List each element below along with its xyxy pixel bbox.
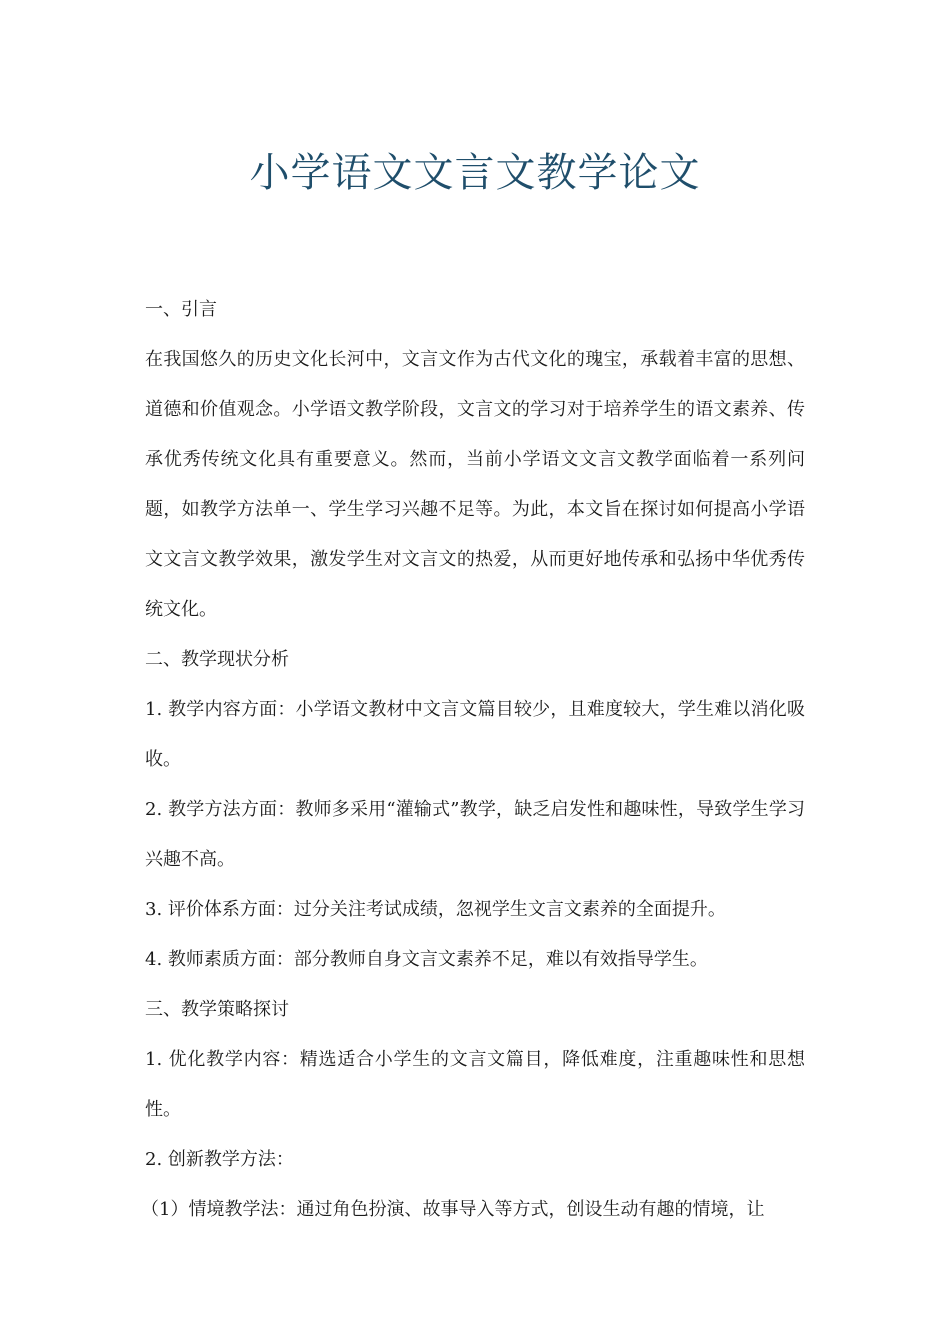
section-heading-status: 二、教学现状分析 <box>145 649 289 670</box>
document-title: 小学语文文言文教学论文 <box>249 150 701 196</box>
status-item-2: 2. 教学方法方面：教师多采用“灌输式”教学，缺乏启发性和趣味性，导致学生学习兴趣不高。 <box>145 799 805 870</box>
status-item-4: 4. 教师素质方面：部分教师自身文言文素养不足，难以有效指导学生。 <box>145 949 708 970</box>
section-heading-intro: 一、引言 <box>145 299 217 320</box>
strategy-subitem-1: （1）情境教学法：通过角色扮演、故事导入等方式，创设生动有趣的情境，让 <box>141 1199 765 1220</box>
strategy-item-2: 2. 创新教学方法： <box>145 1149 294 1170</box>
intro-paragraph: 在我国悠久的历史文化长河中，文言文作为古代文化的瑰宝，承载着丰富的思想、道德和价值观念。小学语文教学阶段，文言文的学习对于培养学生的语文素养、传承优秀传统文化具有重要意义。然而，当前小学语文文言文教学面临着一系列问题，如教学方法单一、学生学习兴趣不足等。为此，本文旨在探讨如何提高小学语文文言文教学效果，激发学生对文言文的热爱，从而更好地传承和弘扬中华优秀传统文化。 <box>145 349 805 620</box>
status-item-1: 1. 教学内容方面：小学语文教材中文言文篇目较少，且难度较大，学生难以消化吸收。 <box>145 699 805 770</box>
strategy-item-1: 1. 优化教学内容：精选适合小学生的文言文篇目，降低难度，注重趣味性和思想性。 <box>145 1049 805 1120</box>
section-heading-strategy: 三、教学策略探讨 <box>145 999 289 1020</box>
status-item-3: 3. 评价体系方面：过分关注考试成绩，忽视学生文言文素养的全面提升。 <box>145 899 726 920</box>
document-body <box>141 285 805 1235</box>
